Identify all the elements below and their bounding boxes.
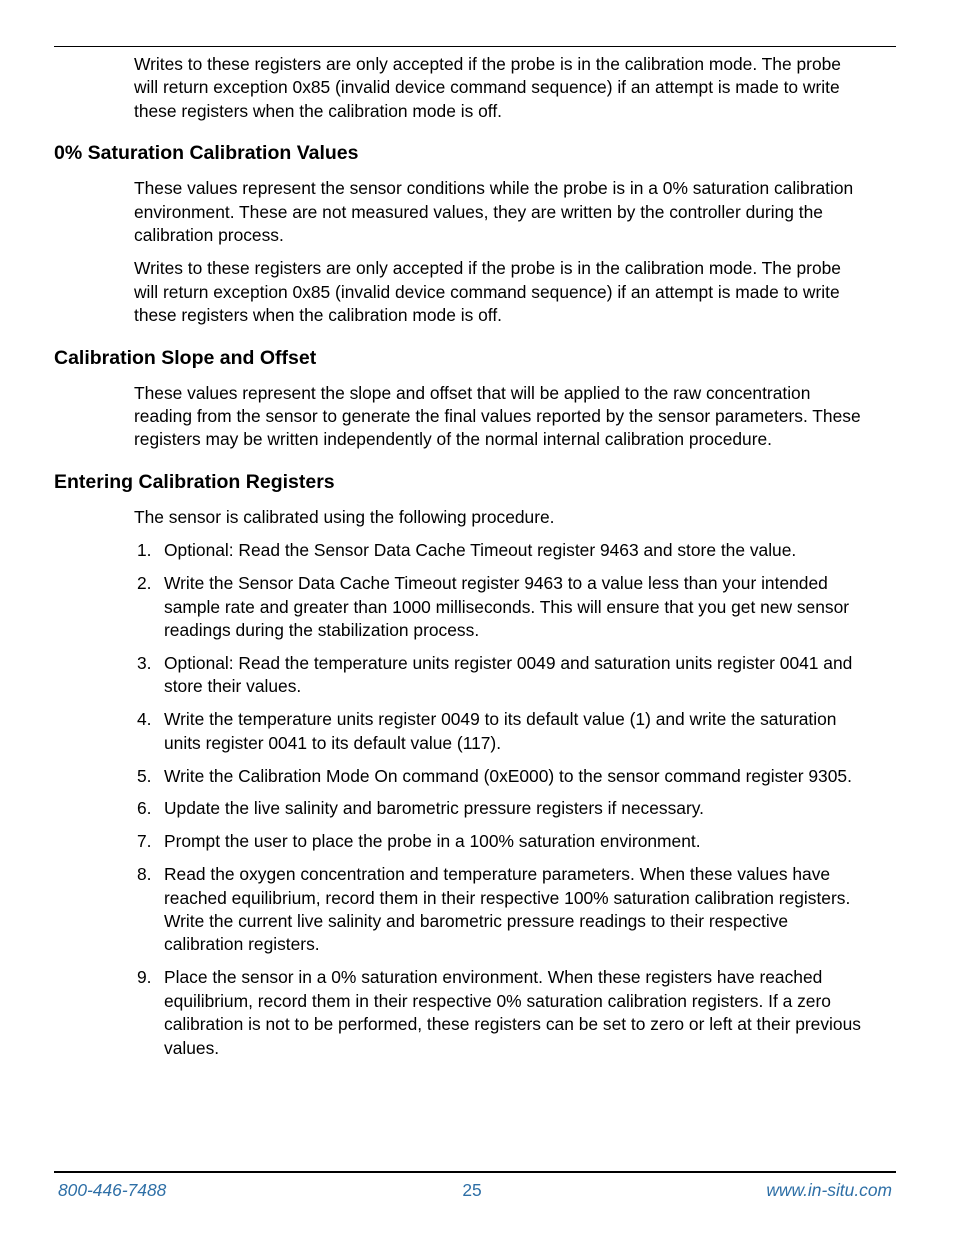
list-item xyxy=(134,708,864,755)
step-number: 5. xyxy=(137,765,152,786)
step-text: Update the live salinity and barometric pressure registers if necessary. xyxy=(164,798,704,819)
step-text: Optional: Read the Sensor Data Cache Timeout register 9463 and store the value. xyxy=(164,540,797,561)
footer-rule xyxy=(54,1171,896,1173)
list-item xyxy=(134,966,864,1060)
step-number: 8. xyxy=(137,864,152,885)
step-text: Optional: Read the temperature units register 0049 and saturation units register 0041 and store their values. xyxy=(164,652,853,697)
step-number: 9. xyxy=(137,967,152,988)
page-number: 25 xyxy=(462,1180,482,1200)
heading-entering-calibration: Entering Calibration Registers xyxy=(54,470,335,493)
slope-offset-paragraph: These values represent the slope and offset that will be applied to the raw concentration reading from the sensor to generate the final values reported by the sensor parameters. These registers may be written independently of the normal internal calibration procedure. xyxy=(134,382,861,450)
step-text: Prompt the user to place the probe in a 100% saturation environment. xyxy=(164,831,701,852)
list-item xyxy=(134,797,864,820)
step-text: Place the sensor in a 0% saturation environment. When these registers have reached equilibrium, record them in their respective 0% saturation calibration registers. If a zero calibration is not to be performed, these registers can be set to zero or left at their previous values. xyxy=(164,967,861,1058)
zero-saturation-paragraph-1: These values represent the sensor conditions while the probe is in a 0% saturation calibration environment. These are not measured values, they are written by the controller during the calibration process. xyxy=(134,178,854,246)
step-number: 6. xyxy=(137,798,152,819)
step-text: Write the Sensor Data Cache Timeout register 9463 to a value less than your intended sample rate and greater than 1000 milliseconds. This will ensure that you get new sensor readings during the stabilization process. xyxy=(164,573,850,640)
page-footer xyxy=(54,1180,896,1204)
header-rule xyxy=(54,46,896,47)
intro-paragraph: Writes to these registers are only accepted if the probe is in the calibration mode. The probe will return exception 0x85 (invalid device command sequence) if an attempt is made to write these registers when the calibration mode is off. xyxy=(134,54,841,121)
calibration-steps-list xyxy=(54,539,896,1060)
footer-website-link[interactable]: www.in-situ.com xyxy=(766,1180,892,1200)
step-text: Write the temperature units register 0049 to its default value (1) and write the saturation units register 0041 to its default value (117). xyxy=(164,709,837,753)
heading-zero-saturation: 0% Saturation Calibration Values xyxy=(54,142,359,165)
footer-phone: 800-446-7488 xyxy=(58,1180,167,1200)
step-text: Read the oxygen concentration and temperature parameters. When these values have reached equilibrium, record them in their respective 100% saturation calibration registers. Write the current live salinity and barometric pressure readings to their respective calibration registers. xyxy=(164,864,851,955)
step-number: 2. xyxy=(137,573,152,594)
page-content xyxy=(54,53,896,1070)
list-item xyxy=(134,652,864,699)
list-item xyxy=(134,830,864,853)
step-number: 4. xyxy=(137,709,152,730)
list-item xyxy=(134,765,864,788)
list-item xyxy=(134,539,864,562)
list-item xyxy=(134,572,864,642)
step-number: 3. xyxy=(137,652,152,673)
heading-slope-offset: Calibration Slope and Offset xyxy=(54,346,317,369)
step-number: 7. xyxy=(137,831,152,852)
step-text: Write the Calibration Mode On command (0xE000) to the sensor command register 9305. xyxy=(164,765,852,786)
entering-calibration-paragraph: The sensor is calibrated using the following procedure. xyxy=(134,506,555,527)
zero-saturation-paragraph-2: Writes to these registers are only accepted if the probe is in the calibration mode. The probe will return exception 0x85 (invalid device command sequence) if an attempt is made to write these registers when the calibration mode is off. xyxy=(134,258,841,326)
list-item xyxy=(134,863,864,957)
step-number: 1. xyxy=(137,540,152,561)
